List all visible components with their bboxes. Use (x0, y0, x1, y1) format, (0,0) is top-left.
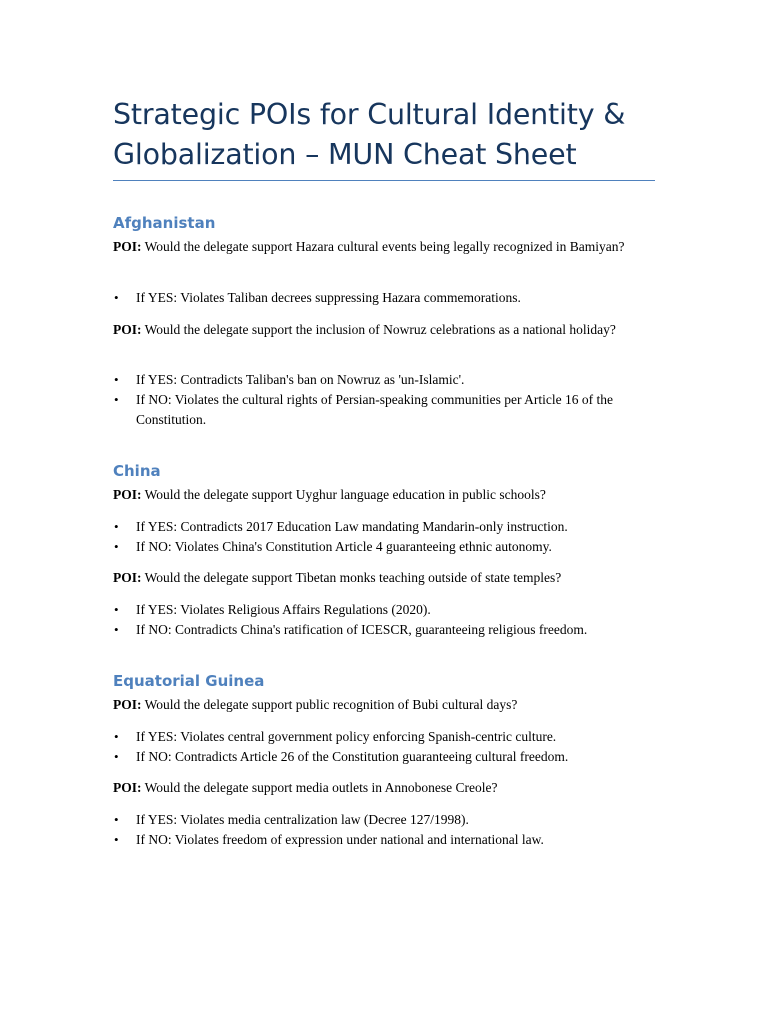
list-item (113, 517, 658, 537)
poi-question-text: Would the delegate support Uyghur language education in public schools? (144, 487, 546, 502)
bullet-text: If NO: Contradicts China's ratification of ICESCR, guaranteeing religious freedom. (136, 622, 588, 637)
poi-label: POI: (113, 487, 142, 502)
list-item (113, 390, 658, 430)
bullet-dot-icon: • (114, 832, 119, 847)
list-item (113, 810, 658, 830)
bullet-dot-icon: • (114, 290, 119, 305)
bullet-list (113, 600, 658, 640)
bullet-dot-icon: • (114, 372, 119, 387)
title-divider (113, 180, 655, 181)
poi-label: POI: (113, 780, 142, 795)
bullet-text: If YES: Violates Religious Affairs Regulations (2020). (136, 602, 431, 617)
bullet-text: If YES: Violates central government policy enforcing Spanish-centric culture. (136, 729, 557, 744)
bullet-list (113, 517, 658, 557)
poi-question-text: Would the delegate support Hazara cultural events being legally recognized in Bamiyan? (144, 239, 625, 254)
poi-label: POI: (113, 239, 142, 254)
poi-question-text: Would the delegate support Tibetan monks teaching outside of state temples? (144, 570, 562, 585)
section-heading-china: China (113, 462, 161, 480)
list-item (113, 727, 658, 747)
list-item (113, 537, 658, 557)
bullet-text: If YES: Contradicts Taliban's ban on Nowruz as 'un-Islamic'. (136, 372, 465, 387)
poi-question (113, 320, 643, 340)
poi-question (113, 568, 643, 588)
list-item (113, 620, 658, 640)
bullet-text: If YES: Contradicts 2017 Education Law mandating Mandarin-only instruction. (136, 519, 568, 534)
bullet-dot-icon: • (114, 392, 119, 407)
bullet-list (113, 727, 658, 767)
list-item (113, 370, 658, 390)
list-item (113, 830, 658, 850)
poi-question (113, 237, 643, 257)
poi-question-text: Would the delegate support the inclusion of Nowruz celebrations as a national holiday? (144, 322, 616, 337)
bullet-text: If NO: Violates freedom of expression under national and international law. (136, 832, 544, 847)
poi-question-text: Would the delegate support media outlets in Annobonese Creole? (144, 780, 498, 795)
poi-question (113, 695, 643, 715)
bullet-dot-icon: • (114, 602, 119, 617)
bullet-list (113, 370, 658, 430)
bullet-text: If YES: Violates media centralization law (Decree 127/1998). (136, 812, 469, 827)
poi-label: POI: (113, 570, 142, 585)
bullet-text: If NO: Contradicts Article 26 of the Constitution guaranteeing cultural freedom. (136, 749, 569, 764)
poi-question (113, 778, 643, 798)
bullet-dot-icon: • (114, 729, 119, 744)
bullet-dot-icon: • (114, 622, 119, 637)
poi-label: POI: (113, 697, 142, 712)
list-item (113, 288, 658, 308)
poi-label: POI: (113, 322, 142, 337)
poi-question (113, 485, 643, 505)
bullet-list (113, 288, 658, 308)
bullet-text: If NO: Violates the cultural rights of Persian-speaking communities per Article 16 of the Constitution. (136, 392, 613, 427)
list-item (113, 747, 658, 767)
poi-question-text: Would the delegate support public recognition of Bubi cultural days? (144, 697, 518, 712)
bullet-text: If NO: Violates China's Constitution Article 4 guaranteeing ethnic autonomy. (136, 539, 552, 554)
bullet-dot-icon: • (114, 812, 119, 827)
bullet-dot-icon: • (114, 749, 119, 764)
section-heading-equatorial-guinea: Equatorial Guinea (113, 672, 265, 690)
bullet-text: If YES: Violates Taliban decrees suppressing Hazara commemorations. (136, 290, 521, 305)
bullet-dot-icon: • (114, 519, 119, 534)
bullet-list (113, 810, 658, 850)
section-heading-afghanistan: Afghanistan (113, 214, 216, 232)
bullet-dot-icon: • (114, 539, 119, 554)
list-item (113, 600, 658, 620)
document-title: Strategic POIs for Cultural Identity & Globalization – MUN Cheat Sheet (113, 98, 626, 171)
